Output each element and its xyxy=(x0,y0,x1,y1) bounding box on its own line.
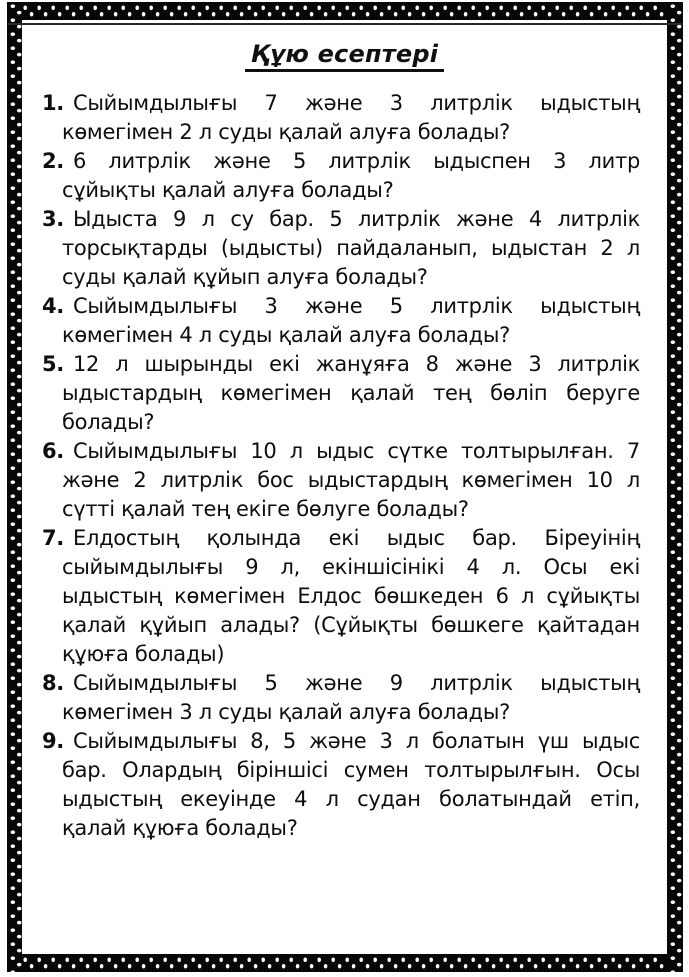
problem-line: ыдыстың көмегімен Елдос бөшкеден 6 л сұйықты xyxy=(62,584,640,608)
border-ornament-right xyxy=(667,2,683,972)
problem-line: сыйымдылығы 9 л, екіншісінікі 4 л. Осы екі xyxy=(62,555,640,579)
problem-line xyxy=(42,350,640,379)
problem-line: сүтті қалай тең екіге бөлуге болады? xyxy=(62,497,469,521)
problem-number: 4. xyxy=(42,294,64,318)
problem-line-text: 12 л шырынды екі жанұяға 8 және 3 литрлік xyxy=(73,352,640,376)
problem-number: 6. xyxy=(42,439,64,463)
problem-line-text: Елдостың қолында екі ыдыс бар. Біреуінің xyxy=(73,526,640,550)
problem-line-text: Сыйымдылығы 7 және 3 литрлік ыдыстың xyxy=(73,91,640,115)
problem-line-text: Ыдыста 9 л су бар. 5 литрлік және 4 литрлік xyxy=(73,207,640,231)
inner-rule-line xyxy=(8,23,682,25)
problem-line: қалай құюға болады? xyxy=(62,816,298,840)
problem-line: көмегімен 3 л суды қалай алуға болады? xyxy=(62,700,510,724)
problem-line-text: 6 литрлік және 5 литрлік ыдыспен 3 литр xyxy=(73,149,640,173)
problem-line: бар. Олардың біріншісі сумен толтырылғын. Осы xyxy=(62,758,640,782)
problem-line: құюға болады) xyxy=(62,642,225,666)
page-content xyxy=(22,26,667,953)
problem-line xyxy=(42,727,640,756)
problem-item-2 xyxy=(42,147,640,205)
problem-line: торсықтарды (ыдысты) пайдаланып, ыдыстан 2 л xyxy=(62,236,640,260)
problem-line: болады? xyxy=(62,410,155,434)
problem-list xyxy=(22,89,667,843)
page-title xyxy=(22,40,667,72)
problem-number: 5. xyxy=(42,352,64,376)
problem-line: және 2 литрлік бос ыдыстардың көмегімен 10 л xyxy=(62,468,640,492)
problem-line-text: Сыйымдылығы 5 және 9 литрлік ыдыстың xyxy=(73,671,640,695)
problem-item-5 xyxy=(42,350,640,437)
border-ornament-left xyxy=(7,2,22,972)
problem-line: ыдыстардың көмегімен қалай тең бөліп беруге xyxy=(62,381,640,405)
problem-line: көмегімен 4 л суды қалай алуға болады? xyxy=(62,323,510,347)
problem-line: ыдыстың екеуінде 4 л судан болатындай етіп, xyxy=(62,787,640,811)
problem-number: 1. xyxy=(42,91,64,115)
problem-line xyxy=(42,205,640,234)
problem-line xyxy=(42,437,640,466)
problem-line: қалай құйып алады? (Сұйықты бөшкеге қайтадан xyxy=(62,613,640,637)
problem-line-text: Сыйымдылығы 8, 5 және 3 л болатын үш ыдыс xyxy=(73,729,640,753)
problem-line: суды қалай құйып алуға болады? xyxy=(62,265,428,289)
problem-number: 2. xyxy=(42,149,64,173)
problem-item-6 xyxy=(42,437,640,524)
problem-line: сұйықты қалай алуға болады? xyxy=(62,178,394,202)
problem-line xyxy=(42,524,640,553)
problem-number: 9. xyxy=(42,729,64,753)
problem-item-1 xyxy=(42,89,640,147)
page-title-text: Құю есептері xyxy=(245,40,444,72)
problem-number: 3. xyxy=(42,207,64,231)
problem-line xyxy=(42,89,640,118)
problem-number: 7. xyxy=(42,526,64,550)
problem-line: көмегімен 2 л суды қалай алуға болады? xyxy=(62,120,510,144)
problem-item-7 xyxy=(42,524,640,669)
problem-item-8 xyxy=(42,669,640,727)
problem-line-text: Сыйымдылығы 3 және 5 литрлік ыдыстың xyxy=(73,294,640,318)
problem-item-4 xyxy=(42,292,640,350)
border-ornament-top xyxy=(7,2,683,20)
problem-line xyxy=(42,292,640,321)
border-ornament-bottom xyxy=(7,954,683,972)
problem-item-9 xyxy=(42,727,640,843)
problem-line xyxy=(42,669,640,698)
problem-number: 8. xyxy=(42,671,64,695)
problem-item-3 xyxy=(42,205,640,292)
problem-line xyxy=(42,147,640,176)
problem-line-text: Сыйымдылығы 10 л ыдыс сүтке толтырылған. 7 xyxy=(73,439,640,463)
